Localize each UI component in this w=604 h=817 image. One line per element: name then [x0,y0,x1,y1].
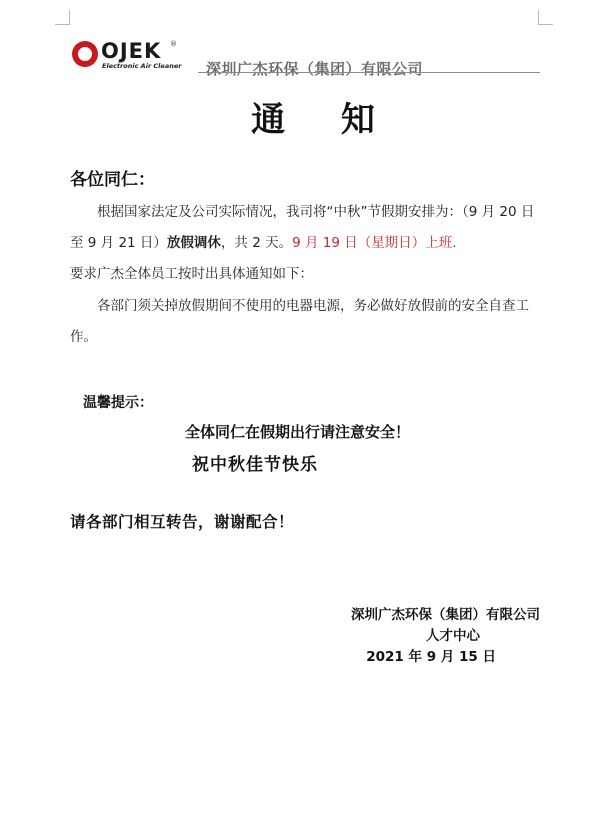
safety-message: 全体同仁在假期出行请注意安全！ [185,423,411,441]
logo-registered-mark: ® [170,40,177,48]
logo-wordmark: OJEK [101,39,162,63]
request-message: 请各部门相互转告，谢谢配合！ [70,512,295,531]
paragraph-requirement: 要求广杰全体员工按时出具体通知如下： [70,266,313,282]
signature-department: 人才中心 [426,628,480,644]
p1-text-middle: ，共 2 天。 [220,235,293,251]
letterhead [70,38,540,78]
crop-mark-top-left [55,10,70,25]
logo-circle-icon [72,41,98,67]
signature-company: 深圳广杰环保（集团）有限公司 [351,607,540,623]
paragraph-safety-check: 各部门须关掉放假期间不使用的电器电源，务必做好放假前的安全自查工作。 [70,298,529,345]
tip-label: 温馨提示： [83,395,153,411]
logo-subtitle: Electronic Air Cleaner [102,62,182,70]
company-logo [70,38,180,74]
greeting: 各位同仁： [70,170,155,190]
notice-title: 通 知 [251,100,397,140]
signature-date: 2021 年 9 月 15 日 [366,649,496,665]
paragraph-holiday-schedule [70,197,540,259]
header-company-name: 深圳广杰环保（集团）有限公司 [206,60,424,78]
p1-text-start: 根据国家法定及公司实际情况，我司将“中秋”节假期安排为：（9 月 20 日至 9 月 21 日） [70,204,535,251]
header-divider [198,72,540,73]
festival-greeting: 祝中秋佳节快乐 [192,455,318,475]
p1-workday-highlight: 9 月 19 日（星期日）上班. [292,235,457,251]
crop-mark-top-right [538,10,553,25]
p1-bold-text: 放假调休 [166,235,221,251]
